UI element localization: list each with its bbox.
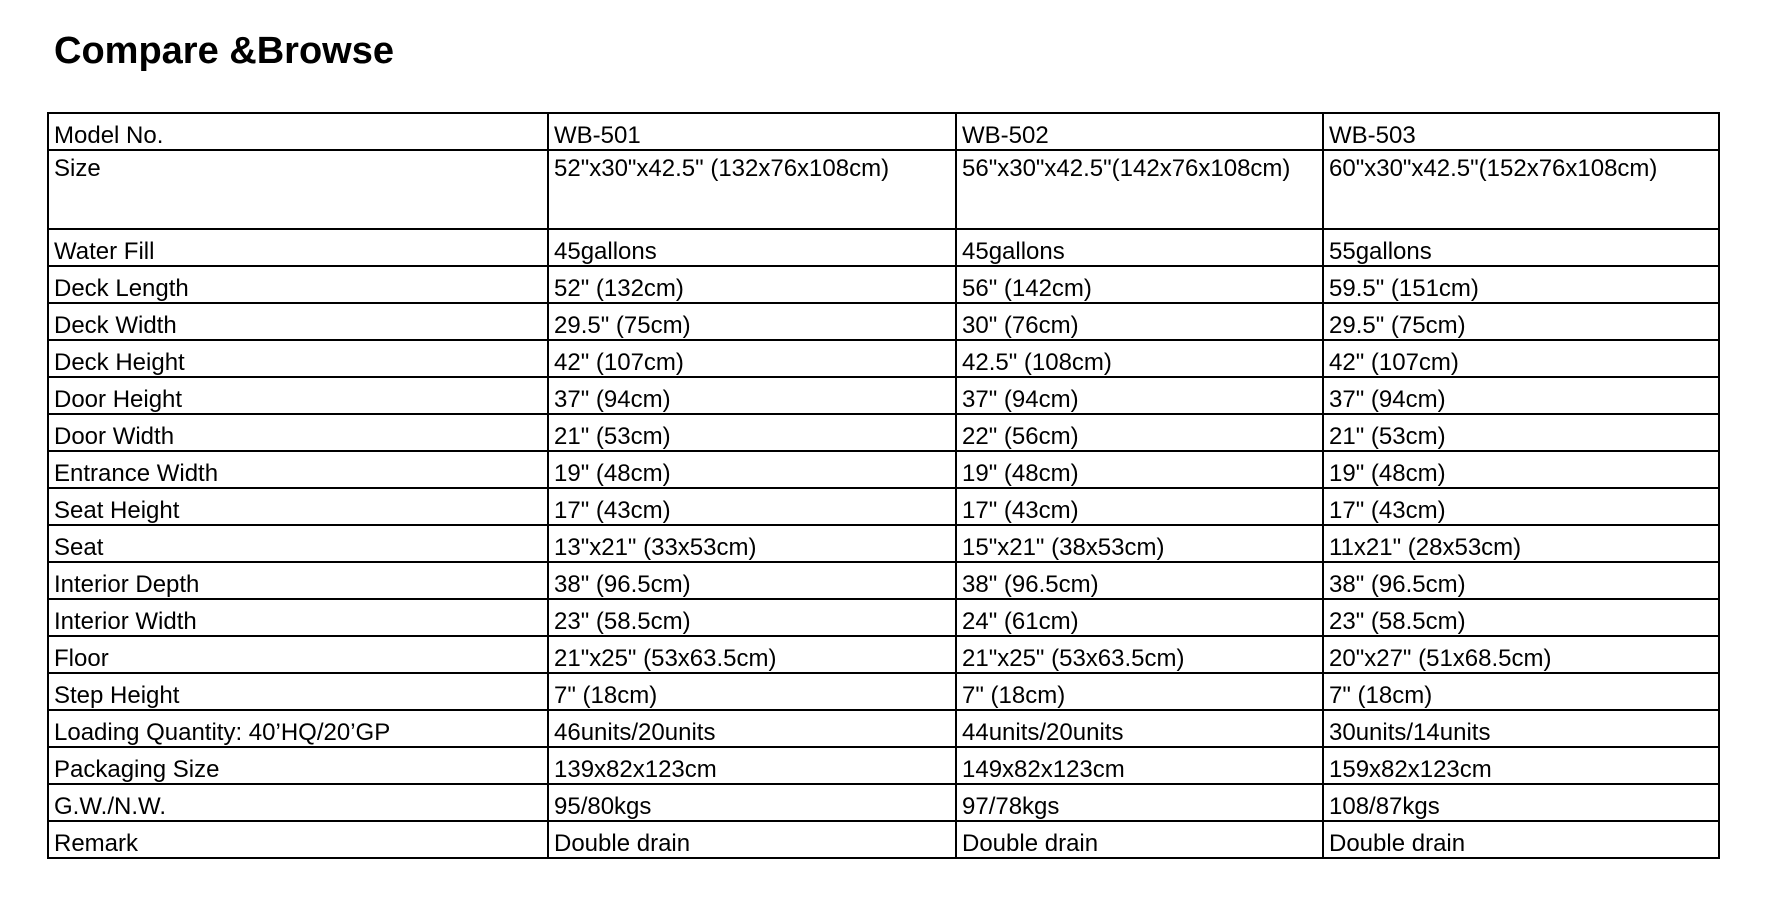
table-cell: 24" (61cm) — [956, 599, 1323, 636]
page-title: Compare &Browse — [54, 30, 394, 72]
row-label: G.W./N.W. — [48, 784, 548, 821]
row-label: Loading Quantity: 40’HQ/20’GP — [48, 710, 548, 747]
table-cell: 159x82x123cm — [1323, 747, 1719, 784]
table-cell: 13"x21" (33x53cm) — [548, 525, 956, 562]
row-label: Door Width — [48, 414, 548, 451]
table-cell: 19" (48cm) — [548, 451, 956, 488]
row-label: Deck Height — [48, 340, 548, 377]
table-cell: 17" (43cm) — [1323, 488, 1719, 525]
comparison-table — [47, 112, 1720, 859]
table-cell: 17" (43cm) — [956, 488, 1323, 525]
table-cell: 38" (96.5cm) — [1323, 562, 1719, 599]
table-row — [48, 562, 1719, 599]
row-label: Floor — [48, 636, 548, 673]
table-cell: 7" (18cm) — [548, 673, 956, 710]
row-label: Interior Depth — [48, 562, 548, 599]
row-label: Seat — [48, 525, 548, 562]
table-cell: 23" (58.5cm) — [548, 599, 956, 636]
table-row — [48, 303, 1719, 340]
table-cell: 22" (56cm) — [956, 414, 1323, 451]
table-cell: Double drain — [548, 821, 956, 858]
table-cell: 44units/20units — [956, 710, 1323, 747]
row-label: Entrance Width — [48, 451, 548, 488]
table-row — [48, 747, 1719, 784]
table-cell: 37" (94cm) — [548, 377, 956, 414]
table-cell: 56" (142cm) — [956, 266, 1323, 303]
table-cell: 23" (58.5cm) — [1323, 599, 1719, 636]
table-cell: 52" (132cm) — [548, 266, 956, 303]
row-label: Water Fill — [48, 229, 548, 266]
table-cell: 45gallons — [956, 229, 1323, 266]
row-label: Model No. — [48, 113, 548, 150]
table-cell: 42" (107cm) — [1323, 340, 1719, 377]
table-row — [48, 340, 1719, 377]
table-cell: 56"x30"x42.5"(142x76x108cm) — [956, 150, 1323, 229]
table-cell: 29.5" (75cm) — [548, 303, 956, 340]
model-name: WB-503 — [1323, 113, 1719, 150]
row-label: Interior Width — [48, 599, 548, 636]
table-cell: 30" (76cm) — [956, 303, 1323, 340]
table-cell: 60"x30"x42.5"(152x76x108cm) — [1323, 150, 1719, 229]
table-cell: 52"x30"x42.5" (132x76x108cm) — [548, 150, 956, 229]
table-cell: Double drain — [1323, 821, 1719, 858]
table-cell: 21" (53cm) — [1323, 414, 1719, 451]
row-label: Door Height — [48, 377, 548, 414]
table-cell: 55gallons — [1323, 229, 1719, 266]
row-label: Packaging Size — [48, 747, 548, 784]
table-row — [48, 414, 1719, 451]
table-cell: 97/78kgs — [956, 784, 1323, 821]
table-header-row — [48, 113, 1719, 150]
table-cell: 17" (43cm) — [548, 488, 956, 525]
table-cell: 108/87kgs — [1323, 784, 1719, 821]
table-cell: 15"x21" (38x53cm) — [956, 525, 1323, 562]
table-row — [48, 488, 1719, 525]
model-name: WB-502 — [956, 113, 1323, 150]
row-label: Deck Length — [48, 266, 548, 303]
table-row — [48, 377, 1719, 414]
table-cell: 21" (53cm) — [548, 414, 956, 451]
table-row — [48, 150, 1719, 229]
row-label: Deck Width — [48, 303, 548, 340]
table-cell: Double drain — [956, 821, 1323, 858]
table-cell: 139x82x123cm — [548, 747, 956, 784]
table-cell: 21"x25" (53x63.5cm) — [548, 636, 956, 673]
table-cell: 37" (94cm) — [1323, 377, 1719, 414]
table-row — [48, 673, 1719, 710]
table-row — [48, 266, 1719, 303]
table-row — [48, 821, 1719, 858]
table-cell: 38" (96.5cm) — [548, 562, 956, 599]
table-cell: 38" (96.5cm) — [956, 562, 1323, 599]
table-row — [48, 710, 1719, 747]
table-cell: 46units/20units — [548, 710, 956, 747]
table-row — [48, 451, 1719, 488]
table-cell: 42" (107cm) — [548, 340, 956, 377]
table-cell: 37" (94cm) — [956, 377, 1323, 414]
table-row — [48, 784, 1719, 821]
table-row — [48, 525, 1719, 562]
table-cell: 30units/14units — [1323, 710, 1719, 747]
table-cell: 149x82x123cm — [956, 747, 1323, 784]
table-cell: 11x21" (28x53cm) — [1323, 525, 1719, 562]
table-cell: 7" (18cm) — [956, 673, 1323, 710]
table-cell: 42.5" (108cm) — [956, 340, 1323, 377]
table-cell: 19" (48cm) — [956, 451, 1323, 488]
table-cell: 20"x27" (51x68.5cm) — [1323, 636, 1719, 673]
row-label: Remark — [48, 821, 548, 858]
table-cell: 21"x25" (53x63.5cm) — [956, 636, 1323, 673]
table-cell: 45gallons — [548, 229, 956, 266]
table-cell: 19" (48cm) — [1323, 451, 1719, 488]
table-cell: 95/80kgs — [548, 784, 956, 821]
row-label: Seat Height — [48, 488, 548, 525]
row-label: Step Height — [48, 673, 548, 710]
model-name: WB-501 — [548, 113, 956, 150]
table-row — [48, 229, 1719, 266]
table-row — [48, 599, 1719, 636]
table-cell: 7" (18cm) — [1323, 673, 1719, 710]
row-label: Size — [48, 150, 548, 229]
table-cell: 59.5" (151cm) — [1323, 266, 1719, 303]
table-cell: 29.5" (75cm) — [1323, 303, 1719, 340]
table-row — [48, 636, 1719, 673]
